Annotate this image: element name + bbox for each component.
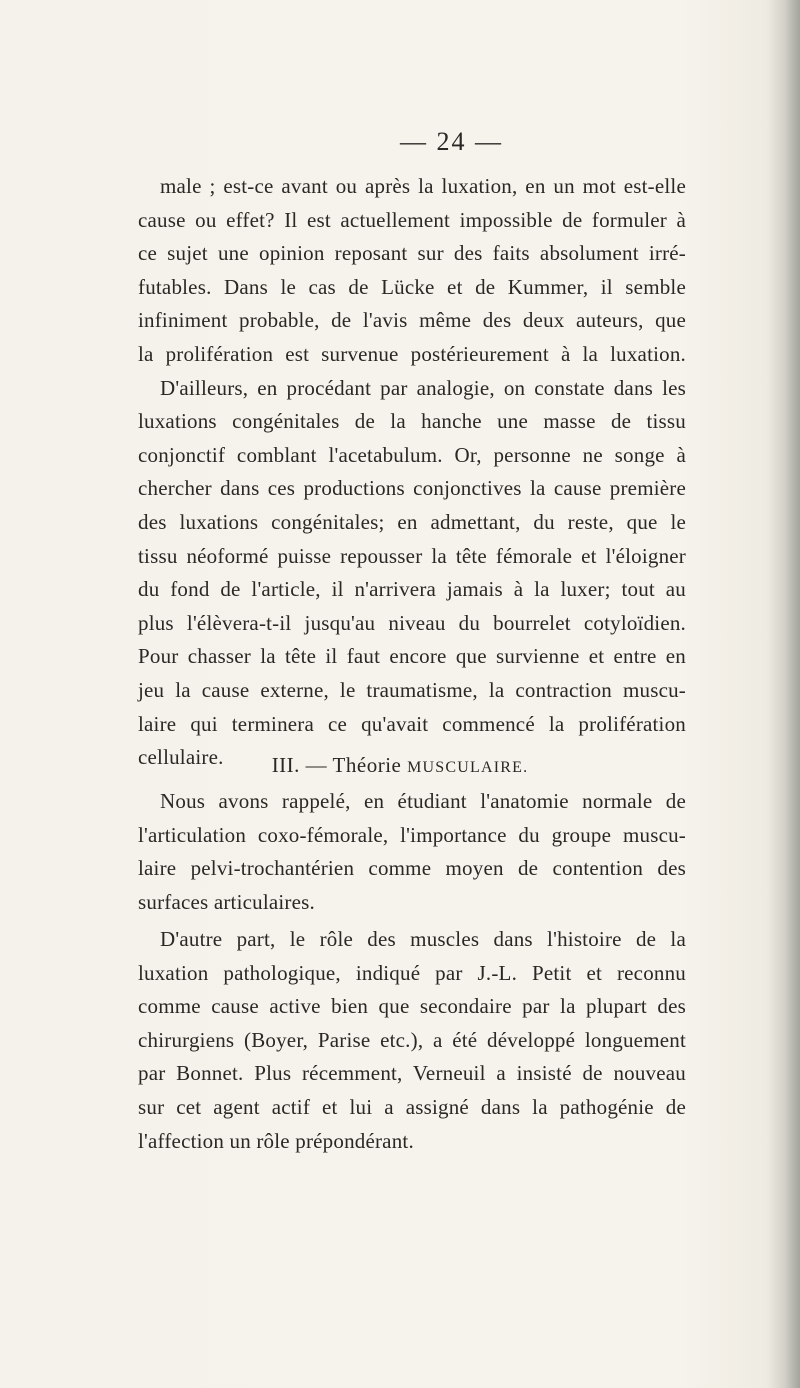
section-heading (0, 753, 800, 778)
text-line: D'ailleurs, en procédant par analogie, on constate dans les (160, 375, 686, 400)
text-line: du fond de l'article, il n'arrivera jamais à la luxer; tout au (138, 577, 686, 602)
text-line: laire pelvi-trochantérien comme moyen de contention des (138, 856, 686, 881)
text-line: luxations congénitales de la hanche une masse de tissu (138, 409, 686, 434)
section-title-initial: Théorie (332, 753, 402, 777)
text-line: tissu néoformé puisse repousser la tête fémorale et l'éloigner (138, 543, 686, 568)
paragraph-2 (138, 785, 686, 919)
text-line: sur cet agent actif et lui a assigné dans la pathogénie de (138, 1094, 686, 1119)
paragraph-1 (138, 170, 686, 775)
text-line: infiniment probable, de l'avis même des deux auteurs, que (138, 308, 686, 333)
text-line: chercher dans ces productions conjonctives la cause première (138, 476, 686, 501)
text-line: surfaces articulaires. (138, 889, 315, 914)
text-line: Pour chasser la tête il faut encore que survienne et entre en (138, 644, 686, 669)
text-line: male ; est-ce avant ou après la luxation, en un mot est-elle (160, 174, 686, 198)
text-line: plus l'élèvera-t-il jusqu'au niveau du bourrelet cotyloïdien. (138, 610, 686, 635)
paragraph-3 (138, 923, 686, 1158)
text-line: futables. Dans le cas de Lücke et de Kummer, il semble (138, 274, 686, 299)
text-line: cause ou effet? Il est actuellement impossible de formuler à (138, 207, 686, 232)
page-number: — 24 — (400, 127, 503, 156)
text-line: par Bonnet. Plus récemment, Verneuil a insisté de nouveau (138, 1061, 686, 1086)
text-line: comme cause active bien que secondaire par la plupart des (138, 994, 686, 1019)
text-line: laire qui terminera ce qu'avait commencé la prolifération (138, 711, 686, 736)
section-title-smallcaps: MUSCULAIRE. (407, 759, 529, 776)
text-line: luxation pathologique, indiqué par J.-L. Petit et reconnu (138, 960, 686, 985)
text-line: chirurgiens (Boyer, Parise etc.), a été développé longuement (138, 1027, 686, 1052)
text-line: Nous avons rappelé, en étudiant l'anatomie normale de (160, 789, 686, 813)
text-line: ce sujet une opinion reposant sur des faits absolument irré- (138, 241, 686, 266)
text-line: l'affection un rôle prépondérant. (138, 1128, 414, 1153)
section-number: III. — (271, 753, 328, 777)
text-line: jeu la cause externe, le traumatisme, la contraction muscu- (138, 677, 686, 702)
text-line: la prolifération est survenue postérieurement à la luxation. (138, 341, 686, 366)
text-line: l'articulation coxo-fémorale, l'importance du groupe muscu- (138, 822, 686, 847)
text-line: D'autre part, le rôle des muscles dans l'histoire de la (160, 927, 686, 951)
text-line: des luxations congénitales; en admettant, du reste, que le (138, 509, 686, 534)
text-line: conjonctif comblant l'acetabulum. Or, personne ne songe à (138, 442, 686, 467)
text-line: cellulaire. (138, 745, 224, 770)
page-edge-shadow (766, 0, 800, 1388)
